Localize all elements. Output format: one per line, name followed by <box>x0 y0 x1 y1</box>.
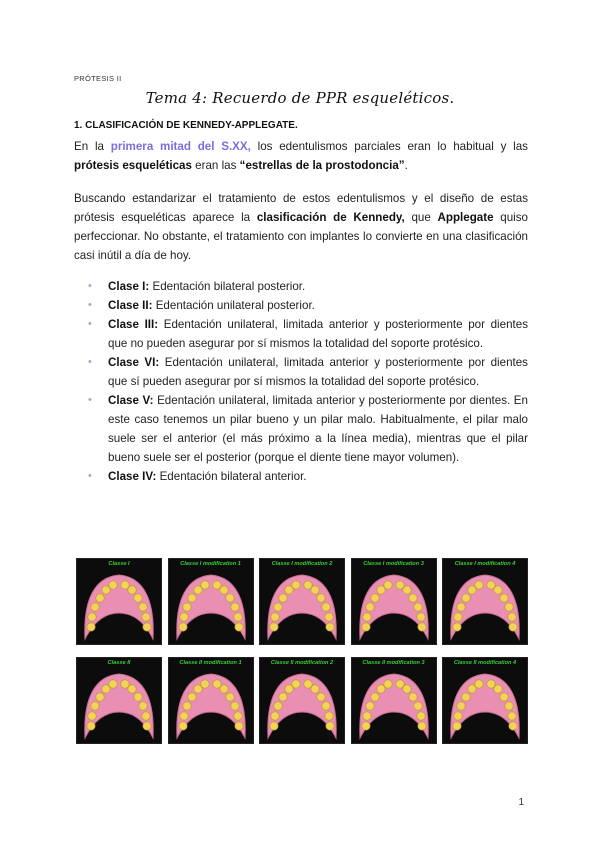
tooth-shape <box>270 623 278 631</box>
kennedy-class-list <box>74 277 528 486</box>
dental-arch-icon <box>352 569 436 644</box>
tooth-shape <box>88 712 96 720</box>
dental-arch-icon <box>169 569 253 644</box>
tooth-shape <box>500 594 508 602</box>
tooth-shape <box>182 603 190 611</box>
tooth-shape <box>143 722 151 730</box>
tooth-shape <box>212 581 220 589</box>
class-label: Clase V: <box>108 394 154 407</box>
tooth-shape <box>233 613 241 621</box>
class-text: Edentación unilateral, limitada anterior y posteriormente por dientes. En este caso tenemos un pilar bueno y un pilar malo. Habitualmente, el pilar malo suele ser el anterior (el más próximo a la línea media), mientras que el pilar bueno suele ser el posterior (porque el diente tiene mayor volumen). <box>108 394 528 464</box>
arch-image <box>442 558 528 645</box>
tooth-shape <box>279 594 287 602</box>
content <box>74 116 528 486</box>
tooth-shape <box>274 603 282 611</box>
list-item <box>108 467 528 486</box>
class-text: Edentación unilateral, limitada anterior y posteriormente por dientes que no pueden asegurar por sí mismos la totalidad del soporte protésico. <box>108 318 528 350</box>
tooth-shape <box>142 613 150 621</box>
tooth-shape <box>487 680 495 688</box>
tooth-shape <box>230 702 238 710</box>
tooth-shape <box>475 680 483 688</box>
arch-caption: Classe I modification 3 <box>363 561 424 567</box>
tooth-shape <box>370 594 378 602</box>
arch-caption: Classe II modification 1 <box>179 660 242 666</box>
tooth-shape <box>193 586 201 594</box>
tooth-shape <box>102 586 110 594</box>
p1-highlight: primera mitad del S.XX, <box>110 140 251 153</box>
arch-image <box>168 558 254 645</box>
tooth-shape <box>417 623 425 631</box>
tooth-shape <box>322 702 330 710</box>
tooth-shape <box>233 712 241 720</box>
tooth-shape <box>134 693 142 701</box>
tooth-shape <box>200 680 208 688</box>
tooth-shape <box>219 685 227 693</box>
tooth-shape <box>325 613 333 621</box>
tooth-shape <box>128 586 136 594</box>
tooth-shape <box>468 685 476 693</box>
tooth-shape <box>121 680 129 688</box>
tooth-shape <box>416 712 424 720</box>
tooth-shape <box>143 623 151 631</box>
tooth-shape <box>454 613 462 621</box>
arch-image <box>442 657 528 744</box>
tooth-shape <box>508 613 516 621</box>
tooth-shape <box>134 594 142 602</box>
tooth-shape <box>234 722 242 730</box>
arch-caption: Classe II modification 3 <box>362 660 425 666</box>
tooth-shape <box>292 581 300 589</box>
tooth-shape <box>304 680 312 688</box>
tooth-shape <box>230 603 238 611</box>
arch-caption: Classe I modification 1 <box>180 561 241 567</box>
dental-arch-icon <box>77 569 161 644</box>
tooth-shape <box>500 693 508 701</box>
tooth-shape <box>91 603 99 611</box>
tooth-shape <box>454 712 462 720</box>
tooth-shape <box>274 702 282 710</box>
p1-text-3: eran las <box>191 159 240 172</box>
tooth-shape <box>178 623 186 631</box>
arch-image <box>351 558 437 645</box>
tooth-shape <box>376 685 384 693</box>
tooth-shape <box>87 722 95 730</box>
p2-text-3: quiso perfeccionar. No obstante, el tratamiento con implantes lo convierte en una clasificación casi inútil a día de hoy. <box>74 211 528 262</box>
tooth-shape <box>182 702 190 710</box>
tooth-shape <box>362 613 370 621</box>
tooth-shape <box>395 581 403 589</box>
tooth-shape <box>219 586 227 594</box>
dental-arch-icon <box>169 668 253 743</box>
arch-image <box>168 657 254 744</box>
tooth-shape <box>402 685 410 693</box>
kennedy-figure <box>76 558 528 751</box>
list-item <box>108 277 528 296</box>
tooth-shape <box>326 623 334 631</box>
tooth-shape <box>365 702 373 710</box>
tooth-shape <box>475 581 483 589</box>
tooth-shape <box>234 623 242 631</box>
tooth-shape <box>109 581 117 589</box>
tooth-shape <box>142 712 150 720</box>
tooth-shape <box>225 693 233 701</box>
tooth-shape <box>457 603 465 611</box>
paragraph-1 <box>74 137 528 175</box>
tooth-shape <box>457 702 465 710</box>
tooth-shape <box>317 693 325 701</box>
tooth-shape <box>292 680 300 688</box>
tooth-shape <box>178 722 186 730</box>
tooth-shape <box>468 586 476 594</box>
arch-caption: Classe I modification 2 <box>271 561 333 567</box>
dental-arch-icon <box>352 668 436 743</box>
tooth-shape <box>505 702 513 710</box>
list-item <box>108 315 528 353</box>
tooth-shape <box>505 603 513 611</box>
tooth-shape <box>509 722 517 730</box>
dental-arch-icon <box>443 569 527 644</box>
tooth-shape <box>402 586 410 594</box>
arch-caption: Classe II <box>107 660 131 666</box>
tooth-shape <box>139 702 147 710</box>
list-item <box>108 296 528 315</box>
tooth-shape <box>408 594 416 602</box>
tooth-shape <box>121 581 129 589</box>
tooth-shape <box>395 680 403 688</box>
tooth-shape <box>462 594 470 602</box>
tooth-shape <box>383 680 391 688</box>
tooth-shape <box>187 594 195 602</box>
tooth-shape <box>361 623 369 631</box>
dental-arch-icon <box>77 668 161 743</box>
p1-bold-2: “estrellas de la prostodoncia” <box>239 159 405 172</box>
tooth-shape <box>494 685 502 693</box>
tooth-shape <box>494 586 502 594</box>
tooth-shape <box>413 702 421 710</box>
class-text: Edentación unilateral posterior. <box>152 299 315 312</box>
tooth-shape <box>200 581 208 589</box>
tooth-shape <box>102 685 110 693</box>
tooth-shape <box>193 685 201 693</box>
tooth-shape <box>370 693 378 701</box>
p1-text-1: En la <box>74 140 111 153</box>
tooth-shape <box>317 594 325 602</box>
tooth-shape <box>417 722 425 730</box>
p1-text-2: los edentulismos parciales eran lo habitual y las <box>250 140 528 153</box>
arch-caption: Classe I modification 4 <box>454 561 516 567</box>
class-label: Clase II: <box>108 299 153 312</box>
page-number: 1 <box>518 797 524 808</box>
figure-row-class-ii <box>76 657 528 744</box>
class-label: Clase VI: <box>108 356 160 369</box>
tooth-shape <box>416 613 424 621</box>
tooth-shape <box>139 603 147 611</box>
tooth-shape <box>383 581 391 589</box>
class-label: Clase III: <box>108 318 159 331</box>
class-text: Edentación bilateral anterior. <box>156 470 307 483</box>
arch-image <box>351 657 437 744</box>
p2-bold-2: Applegate <box>437 211 494 224</box>
arch-image <box>76 657 162 744</box>
arch-image <box>76 558 162 645</box>
dental-arch-icon <box>260 668 344 743</box>
tooth-shape <box>212 680 220 688</box>
tooth-shape <box>271 613 279 621</box>
paragraph-2 <box>74 189 528 265</box>
tooth-shape <box>225 594 233 602</box>
figure-row-class-i <box>76 558 528 645</box>
page-header: PRÓTESIS II <box>74 74 122 83</box>
dental-arch-icon <box>443 668 527 743</box>
p2-bold-1: clasificación de Kennedy, <box>256 211 405 224</box>
tooth-shape <box>179 712 187 720</box>
tooth-shape <box>96 594 104 602</box>
tooth-shape <box>285 685 293 693</box>
class-text: Edentación bilateral posterior. <box>149 280 306 293</box>
tooth-shape <box>322 603 330 611</box>
tooth-shape <box>508 712 516 720</box>
class-label: Clase I: <box>108 280 150 293</box>
p1-text-4: . <box>404 159 408 172</box>
tooth-shape <box>96 693 104 701</box>
list-item <box>108 391 528 467</box>
class-text: Edentación unilateral, limitada anterior y posteriormente por dientes que sí pueden asegurar por sí mismos la totalidad del soporte protésico. <box>108 356 528 388</box>
tooth-shape <box>325 712 333 720</box>
page-title: Tema 4: Recuerdo de PPR esqueléticos. <box>145 89 455 107</box>
arch-caption: Classe II modification 4 <box>453 660 517 666</box>
tooth-shape <box>487 581 495 589</box>
tooth-shape <box>365 603 373 611</box>
tooth-shape <box>285 586 293 594</box>
tooth-shape <box>91 702 99 710</box>
tooth-shape <box>408 693 416 701</box>
arch-image <box>259 558 345 645</box>
arch-caption: Classe I <box>108 561 130 567</box>
p2-text-2: que <box>404 211 438 224</box>
tooth-shape <box>362 712 370 720</box>
tooth-shape <box>270 722 278 730</box>
p2-text-1: Buscando estandarizar el tratamiento de estos edentulismos y el diseño de estas prótesis esqueléticas aparece la <box>74 192 528 224</box>
tooth-shape <box>187 693 195 701</box>
section-heading: 1. CLASIFICACIÓN DE KENNEDY-APPLEGATE. <box>74 120 298 131</box>
tooth-shape <box>87 623 95 631</box>
dental-arch-icon <box>260 569 344 644</box>
tooth-shape <box>462 693 470 701</box>
tooth-shape <box>304 581 312 589</box>
tooth-shape <box>279 693 287 701</box>
tooth-shape <box>179 613 187 621</box>
class-label: Clase IV: <box>108 470 157 483</box>
tooth-shape <box>311 586 319 594</box>
list-item <box>108 353 528 391</box>
arch-image <box>259 657 345 744</box>
tooth-shape <box>453 623 461 631</box>
tooth-shape <box>326 722 334 730</box>
tooth-shape <box>311 685 319 693</box>
tooth-shape <box>453 722 461 730</box>
tooth-shape <box>271 712 279 720</box>
tooth-shape <box>413 603 421 611</box>
tooth-shape <box>509 623 517 631</box>
tooth-shape <box>128 685 136 693</box>
tooth-shape <box>376 586 384 594</box>
tooth-shape <box>109 680 117 688</box>
tooth-shape <box>361 722 369 730</box>
arch-caption: Classe II modification 2 <box>270 660 334 666</box>
tooth-shape <box>88 613 96 621</box>
p1-bold-1: prótesis esqueléticas <box>74 159 192 172</box>
